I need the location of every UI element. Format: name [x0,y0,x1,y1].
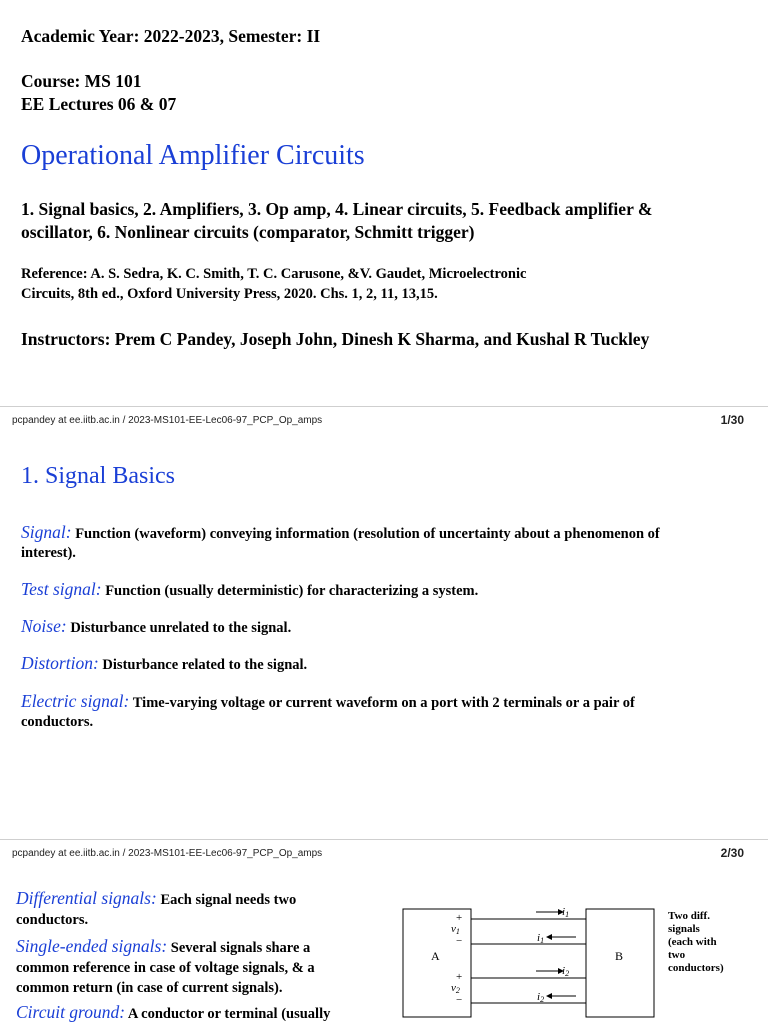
topics-line-2: oscillator, 6. Nonlinear circuits (comparator, Schmitt trigger) [21,222,475,242]
diagram-note [668,910,724,975]
term-noise: Noise: [21,616,67,636]
course-label: Course: MS 101 [21,71,142,91]
voltage-subscript: 1 [455,927,460,936]
term-test-signal: Test signal: [21,579,102,599]
topics-line-1: 1. Signal basics, 2. Amplifiers, 3. Op amp, 4. Linear circuits, 5. Feedback amplifier & [21,199,653,219]
definition-text: interest). [21,545,76,561]
note-line: signals [668,923,700,935]
minus-sign: − [456,935,463,947]
definition-text: Function (usually deterministic) for characterizing a system. [101,583,479,599]
note-line: Two diff. [668,910,710,922]
definition-text: conductors. [21,714,94,730]
block-b-label: B [615,949,624,963]
minus-sign: − [456,994,463,1006]
definition-text: common return (in case of current signals). [16,980,283,996]
definition-distortion [21,654,307,675]
current-subscript: 2 [540,995,545,1004]
block-a-label: A [431,949,440,963]
voltage-subscript: 2 [455,986,460,995]
slide-2 [0,407,768,839]
page-number: 2/30 [720,846,744,860]
section-heading: 1. Signal Basics [21,463,175,489]
definition-circuit-ground [16,1002,330,1024]
footer-author: pcpandey at ee.iitb.ac.in / 2023-MS101-EE-Lec06-97_PCP_Op_amps [12,415,323,426]
definition-electric-signal [21,692,751,732]
definition-differential [16,888,296,930]
definition-text: Disturbance related to the signal. [98,657,308,673]
reference-line-1: Reference: A. S. Sedra, K. C. Smith, T. C. Carusone, &V. Gaudet, Microelectronic [21,266,527,282]
definition-text: Disturbance unrelated to the signal. [66,620,292,636]
term-signal: Signal: [21,522,72,542]
definition-text: Time-varying voltage or current waveform on a port with 2 terminals or a pair of [129,695,635,711]
current-subscript: 1 [540,936,545,945]
arrow-right-icon [536,909,564,915]
arrow-left-icon [546,934,576,940]
differential-signal-diagram [396,898,666,1024]
voltage-symbol: v [451,982,456,994]
definition-signal [21,523,751,563]
current-symbol: i [562,965,566,977]
current-symbol: i [562,906,566,918]
page-number: 1/30 [720,413,744,427]
lectures-label: EE Lectures 06 & 07 [21,94,177,114]
current-i1-return-label [537,932,544,945]
current-symbol: i [537,932,541,944]
definition-noise [21,617,291,638]
definition-test-signal [21,580,478,601]
note-line: (each with [668,936,717,948]
current-i2-label [562,965,569,978]
note-line: two [668,949,686,961]
block-b [586,909,654,1017]
definition-text: Each signal needs two [156,892,297,908]
term-differential: Differential signals: [16,888,157,908]
term-electric-signal: Electric signal: [21,691,130,711]
current-subscript: 1 [565,910,570,919]
arrow-right-icon [536,968,564,974]
slide-title: Operational Amplifier Circuits [21,140,365,171]
definition-text: Function (waveform) conveying information (resolution of uncertainty about a phenomenon of [71,526,660,542]
note-line: conductors) [668,962,724,974]
current-i1-label [562,906,569,919]
current-subscript: 2 [565,969,570,978]
voltage-symbol: v [451,923,456,935]
reference-line-2: Circuits, 8th ed., Oxford University Press, 2020. Chs. 1, 2, 11, 13,15. [21,286,438,302]
academic-year: Academic Year: 2022-2023, Semester: II [21,26,321,46]
definition-text: conductors. [16,912,89,928]
term-single-ended: Single-ended signals: [16,936,168,956]
current-symbol: i [537,991,541,1003]
arrow-left-icon [546,993,576,999]
current-i2-return-label [537,991,544,1004]
definition-text: A conductor or terminal (usually [125,1006,331,1022]
footer-author: pcpandey at ee.iitb.ac.in / 2023-MS101-EE-Lec06-97_PCP_Op_amps [12,848,323,859]
plus-sign: + [456,971,463,983]
slide-1 [0,0,768,406]
plus-sign: + [456,912,463,924]
term-circuit-ground: Circuit ground: [16,1002,126,1022]
definition-text: common reference in case of voltage signals, & a [16,960,315,976]
definition-single-ended [16,936,315,998]
term-distortion: Distortion: [21,653,99,673]
instructors: Instructors: Prem C Pandey, Joseph John, Dinesh K Sharma, and Kushal R Tuckley [21,329,650,349]
definition-text: Several signals share a [167,940,311,956]
slide-3 [0,840,768,1024]
